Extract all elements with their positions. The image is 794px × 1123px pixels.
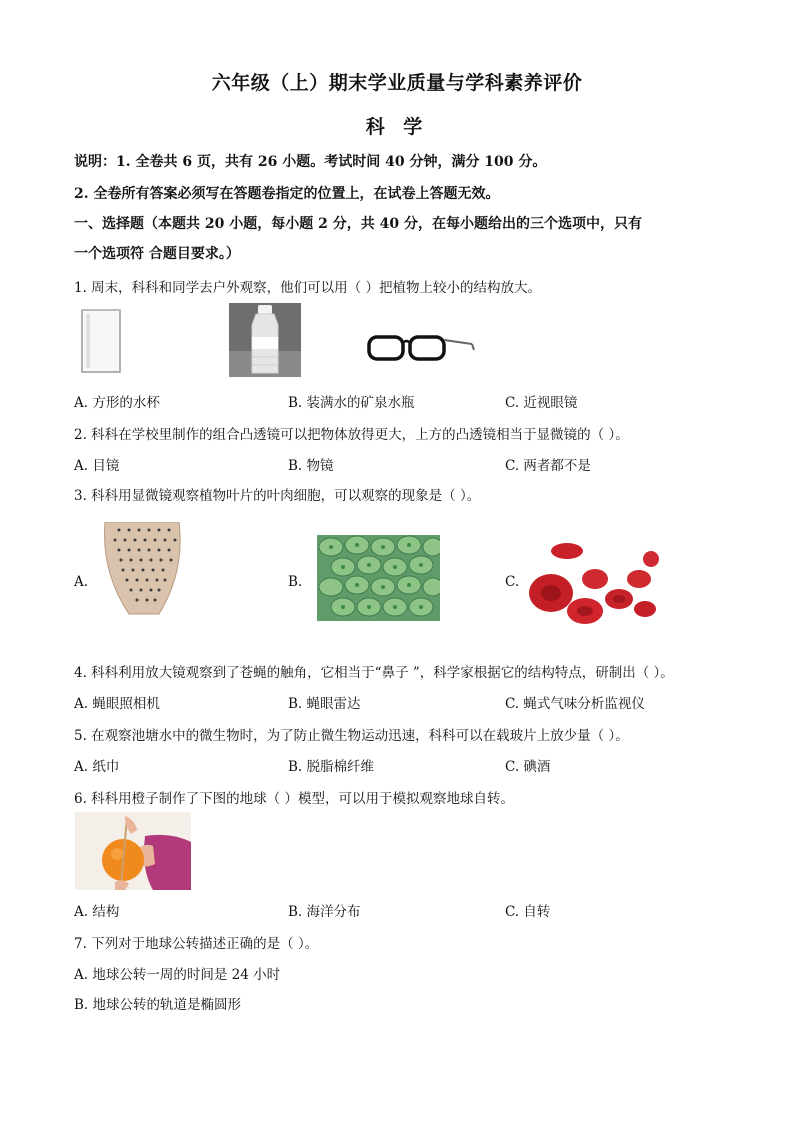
page-title: 六年级（上）期末学业质量与学科素养评价	[211, 72, 583, 94]
question-3: 3. 科科用显微镜观察植物叶片的叶肉细胞，可以观察的现象是（ ）。	[74, 488, 481, 504]
section-heading-line-1: 一、选择题（本题共 20 小题，每小题 2 分，共 40 分，在每小题给出的三个选项中，只有	[74, 216, 642, 232]
question-2: 2. 科科在学校里制作的组合凸透镜可以把物体放得更大，上方的凸透镜相当于显微镜的（ ）。	[74, 427, 629, 443]
question-4: 4. 科科利用放大镜观察到了苍蝇的触角，它相当于“鼻子 ”，科学家根据它的结构特点，研制出（ ）。	[74, 665, 674, 681]
q2-option-c: C. 两者都不是	[505, 458, 591, 474]
leaf-cells-image	[317, 535, 440, 621]
instruction-line-1: 说明：1. 全卷共 6 页，共有 26 小题。考试时间 40 分钟，满分 100 分。	[74, 154, 547, 170]
q2-option-b: B. 物镜	[288, 458, 334, 474]
q4-option-a: A. 蝇眼照相机	[74, 696, 160, 712]
q7-option-b: B. 地球公转的轨道是椭圆形	[74, 997, 242, 1013]
question-6: 6. 科科用橙子制作了下图的地球（ ）模型，可以用于模拟观察地球自转。	[74, 791, 514, 807]
q6-option-a: A. 结构	[74, 904, 120, 920]
question-1: 1. 周末，科科和同学去户外观察，他们可以用（ ）把植物上较小的结构放大。	[74, 280, 541, 296]
subject-title: 科 学	[365, 116, 429, 138]
root-tip-cells-image	[99, 522, 187, 618]
q4-option-b: B. 蝇眼雷达	[288, 696, 361, 712]
q6-option-b: B. 海洋分布	[288, 904, 361, 920]
q6-option-c: C. 自转	[505, 904, 551, 920]
q3-option-a: A.	[74, 574, 89, 590]
q5-option-a: A. 纸巾	[74, 759, 120, 775]
q2-option-a: A. 目镜	[74, 458, 120, 474]
section-heading-line-2: 一个选项符 合题目要求。）	[74, 246, 240, 262]
question-5: 5. 在观察池塘水中的微生物时，为了防止微生物运动迅速，科科可以在载玻片上放少量（ ）。	[74, 728, 629, 744]
q5-option-b: B. 脱脂棉纤维	[288, 759, 375, 775]
q4-option-c: C. 蝇式气味分析监视仪	[505, 696, 645, 712]
red-blood-cells-image	[527, 543, 659, 627]
q5-option-c: C. 碘酒	[505, 759, 551, 775]
q1-option-a: A. 方形的水杯	[74, 395, 160, 411]
orange-earth-model-image	[75, 812, 191, 890]
q1-option-c: C. 近视眼镜	[505, 395, 578, 411]
question-7: 7. 下列对于地球公转描述正确的是（ ）。	[74, 936, 319, 952]
eyeglasses-image	[366, 330, 476, 364]
q1-option-b: B. 装满水的矿泉水瓶	[288, 395, 415, 411]
q7-option-a: A. 地球公转一周的时间是 24 小时	[74, 967, 281, 983]
square-cup-image	[78, 306, 124, 376]
q3-option-b: B.	[288, 574, 303, 590]
water-bottle-image	[229, 303, 301, 377]
q3-option-c: C.	[505, 574, 520, 590]
instruction-line-2: 2. 全卷所有答案必须写在答题卷指定的位置上，在试卷上答题无效。	[74, 186, 500, 202]
